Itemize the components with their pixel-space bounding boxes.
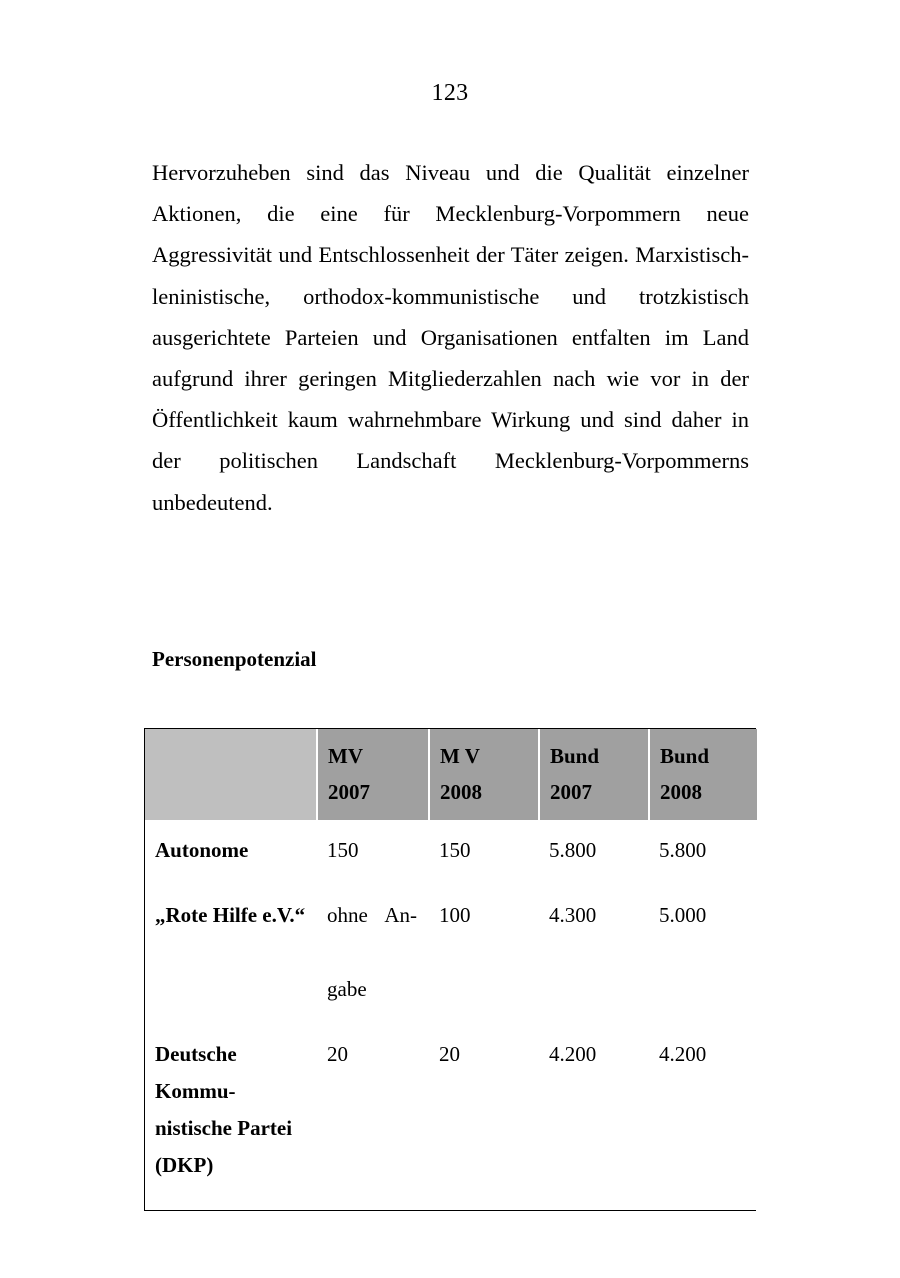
spacer-cell (649, 869, 757, 897)
table-header-corner (145, 729, 317, 820)
header-label-line1: Bund (660, 744, 710, 768)
header-label-line2: 2008 (660, 780, 702, 804)
table-row (145, 820, 757, 869)
cell-text-line2: gabe (327, 977, 367, 1001)
header-label-line2: 2008 (440, 780, 482, 804)
table-row (145, 1036, 757, 1210)
cell-dkp-bund-2007: 4.200 (539, 1036, 649, 1210)
cell-autonome-bund-2008: 5.800 (649, 820, 757, 869)
cell-dkp-bund-2008: 4.200 (649, 1036, 757, 1210)
table-header-mv-2008 (429, 729, 539, 820)
cell-rote-hilfe-bund-2007: 4.300 (539, 897, 649, 1008)
spacer-cell (429, 1008, 539, 1036)
header-label-line1: MV (328, 744, 363, 768)
table-header-bund-2007 (539, 729, 649, 820)
cell-rote-hilfe-mv-2007 (317, 897, 429, 1008)
spacer-cell (145, 869, 317, 897)
section-heading: Personenpotenzial (152, 647, 317, 671)
row-label-rote-hilfe: „Rote Hilfe e.V.“ (145, 897, 317, 1008)
header-label-line2: 2007 (328, 780, 370, 804)
cell-rote-hilfe-mv-2008: 100 (429, 897, 539, 1008)
cell-dkp-mv-2007: 20 (317, 1036, 429, 1210)
spacer-cell (317, 1008, 429, 1036)
header-label-line1: Bund (550, 744, 600, 768)
row-label-line2: nistische Partei (155, 1116, 293, 1140)
body-paragraph: Hervorzuheben sind das Niveau und die Qualität einzelner Aktionen, die eine für Mecklenburg-Vorpommern neue Aggressivität und Entschlossenheit der Täter zeigen. Marxistisch-leninistische, orthodox-kommunistische und trotzkistisch ausgerichtete Parteien und Organisationen entfalten im Land aufgrund ihrer geringen Mitgliederzahlen nach wie vor in der Öffentlichkeit kaum wahrnehmbare Wirkung und sind daher in der politischen Landschaft Mecklenburg-Vorpommerns unbedeutend. (152, 160, 749, 515)
spacer-cell (649, 1008, 757, 1036)
spacer-cell (317, 869, 429, 897)
row-label-line3: (DKP) (155, 1153, 214, 1177)
body-text-block (152, 152, 749, 564)
spacer-cell (145, 1008, 317, 1036)
row-label-dkp (145, 1036, 317, 1210)
cell-rote-hilfe-bund-2008: 5.000 (649, 897, 757, 1008)
cell-autonome-mv-2007: 150 (317, 820, 429, 869)
cell-autonome-bund-2007: 5.800 (539, 820, 649, 869)
cell-autonome-mv-2008: 150 (429, 820, 539, 869)
table-row-spacer (145, 869, 757, 897)
table-row (145, 897, 757, 1008)
spacer-cell (539, 869, 649, 897)
spacer-cell (429, 869, 539, 897)
personenpotenzial-table (145, 729, 757, 1210)
spacer-cell (539, 1008, 649, 1036)
table-header-mv-2007 (317, 729, 429, 820)
header-label-line1: M V (440, 744, 480, 768)
row-label-line1: Deutsche Kommu- (155, 1042, 237, 1103)
cell-dkp-mv-2008: 20 (429, 1036, 539, 1210)
cell-text-line1: ohne An- (327, 903, 417, 927)
row-label-autonome: Autonome (145, 820, 317, 869)
personenpotenzial-table-container (144, 728, 756, 1211)
table-header (145, 729, 757, 820)
table-row-spacer (145, 1008, 757, 1036)
table-header-bund-2008 (649, 729, 757, 820)
table-body (145, 820, 757, 1210)
page-number: 123 (431, 80, 469, 106)
table-header-row (145, 729, 757, 820)
header-label-line2: 2007 (550, 780, 592, 804)
